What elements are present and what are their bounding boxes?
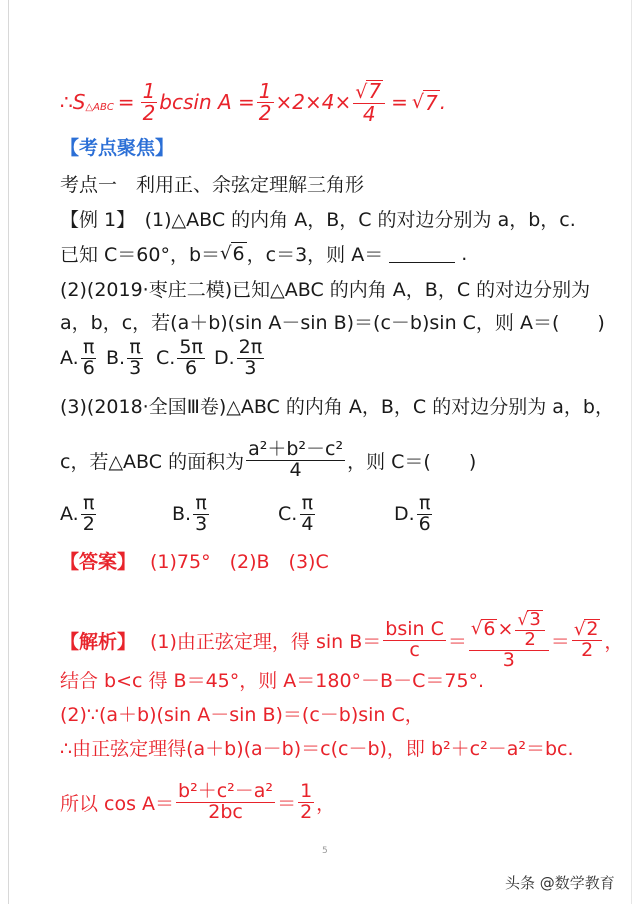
option-c: C. $\frac{\pi}{4}$ — [278, 492, 314, 535]
fraction-nested: √ 6 × $\frac{√3}{2}$ 3 — [469, 610, 549, 671]
sqrt-6: 6 — [232, 243, 245, 265]
analysis-line-3: (2)∵(a＋b)(sin A－sin B)＝(c－b)sin C， — [60, 704, 424, 726]
option-b: B. $\frac{\pi}{3}$ — [172, 492, 208, 535]
analysis-line-4: ∴由正弦定理得(a＋b)(a－b)＝c(c－b)，即 b²＋c²－a²＝bc. — [60, 738, 574, 760]
fraction-bsinc-over-c: $\frac{\text{bsin C}}{c}$ — [385, 617, 444, 661]
analysis-line-2: 结合 b<c 得 B＝45°，则 A＝180°－B－C＝75°. — [60, 670, 485, 692]
analysis-label: 【解析】 — [60, 630, 137, 653]
fraction-sqrt7-over-4: $\frac{√7}{4}$ — [353, 80, 385, 125]
page-number: 5 — [322, 846, 328, 856]
formula-eq: = — [117, 90, 135, 115]
example-3-line-2: c，若△ABC 的面积为 $\frac{\text{a²＋b²－c²}}{4}$ ，则 C＝( ) — [60, 438, 477, 481]
example-3-options — [60, 494, 480, 538]
fraction-cos-a: $\frac{\text{b²＋c²－a²}}{2bc}$ — [178, 780, 274, 823]
section-heading: 【考点聚焦】 — [60, 137, 175, 159]
analysis-line-5: 所以 cos A＝ $\frac{\text{b²＋c²－a²}}{2bc}$ ＝ $\frac{1}{2}$ ， — [60, 780, 336, 823]
answer-label: 【答案】 — [60, 551, 137, 573]
formula-times: ×2×4× — [275, 90, 352, 115]
fraction-half-2: $\frac{1}{2}$ — [258, 78, 272, 125]
option-c: C. $\frac{5\pi}{6}$ — [156, 336, 203, 379]
option-a: A. $\frac{\pi}{6}$ — [60, 336, 95, 379]
example-1-line-1: 【例 1】 (1)△ABC 的内角 A，B，C 的对边分别为 a，b，c. — [60, 209, 576, 231]
formula-mid: bcsin A = — [159, 90, 255, 115]
formula-subscript: △ABC — [85, 101, 114, 113]
formula-result: 7 — [424, 90, 438, 115]
example-3-line-1: (3)(2018·全国Ⅲ卷)△ABC 的内角 A，B，C 的对边分别为 a，b， — [60, 396, 614, 418]
watermark: 头条 @数学教育 — [505, 874, 615, 892]
example-2-line-1: (2)(2019·枣庄二模)已知△ABC 的内角 A，B，C 的对边分别为 — [60, 279, 591, 301]
fraction-one-half: $\frac{1}{2}$ — [300, 780, 313, 823]
option-a: A. $\frac{\pi}{2}$ — [60, 492, 95, 535]
option-d: D. $\frac{\pi}{6}$ — [394, 492, 431, 535]
area-formula: ∴S △ABC = $\frac{1}{2}$ bcsin A = $\frac{1}{2}$ ×2×4× $\frac{√7}{4}$ = √ 7 . — [60, 78, 447, 126]
topic-title: 考点一 利用正、余弦定理解三角形 — [60, 174, 365, 196]
example-2-line-2: a，b，c，若(a＋b)(sin A－sin B)＝(c－b)sin C，则 A＝( ) — [60, 312, 605, 334]
answer-blank — [389, 244, 455, 263]
example-2-options — [60, 338, 360, 382]
option-d: D. $\frac{2\pi}{3}$ — [214, 336, 263, 379]
fraction-sqrt2-over-2: $\frac{√2}{2}$ — [572, 619, 603, 661]
answer-text: (1)75° (2)B (3)C — [150, 551, 329, 573]
formula-prefix: ∴S — [60, 90, 86, 115]
formula-eq2: = — [391, 90, 408, 115]
example-1-line-2: 已知 C＝60°，b＝ √ 6 ，c＝3，则 A＝ . — [60, 242, 468, 266]
analysis-line-1: 【解析】 (1)由正弦定理，得 sin B＝ $\frac{\text{bsin C}}{c}$ ＝ √ 6 × $\frac{√3}{2}$ 3 ＝ $\frac{√2}{2}$ ， — [60, 609, 624, 671]
fraction-half-1: $\frac{1}{2}$ — [142, 78, 156, 125]
area-fraction: $\frac{\text{a²＋b²－c²}}{4}$ — [248, 438, 344, 481]
option-b: B. $\frac{\pi}{3}$ — [106, 336, 142, 379]
answer-line — [60, 547, 329, 574]
